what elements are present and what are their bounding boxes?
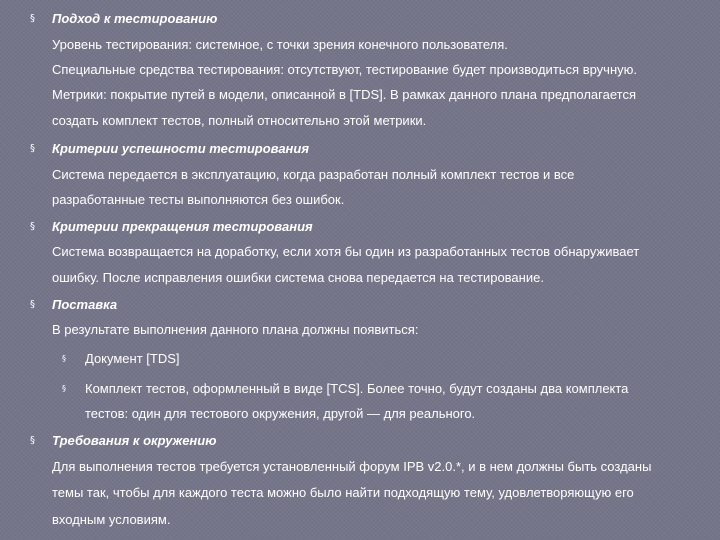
sub-item-continuation: тестов: один для тестового окружения, другой — для реального. [85, 406, 476, 421]
body-line: В результате выполнения данного плана должны появиться: [52, 322, 419, 337]
body-line: темы так, чтобы для каждого теста можно было найти подходящую тему, удовлетворяющую его [52, 485, 634, 500]
section-heading-success-criteria: Критерии успешности тестирования [52, 141, 309, 156]
bullet-icon: § [30, 435, 35, 446]
body-line: входным условиям. [52, 512, 171, 527]
bullet-icon: § [30, 221, 35, 232]
bullet-icon: § [30, 13, 35, 24]
body-line: Для выполнения тестов требуется установленный форум IPB v2.0.*, и в нем должны быть созданы [52, 459, 652, 474]
section-heading-testing-approach: Подход к тестированию [52, 11, 218, 26]
sub-bullet-icon: § [62, 384, 66, 393]
sub-item: Документ [TDS] [85, 351, 180, 366]
body-line: Система передается в эксплуатацию, когда разработан полный комплект тестов и все [52, 167, 575, 182]
body-line: Метрики: покрытие путей в модели, описанной в [TDS]. В рамках данного плана предполагается [52, 87, 636, 102]
sub-item: Комплект тестов, оформленный в виде [TCS]. Более точно, будут созданы два комплекта [85, 381, 629, 396]
body-line: создать комплект тестов, полный относительно этой метрики. [52, 113, 427, 128]
body-line: разработанные тесты выполняются без ошибок. [52, 192, 345, 207]
bullet-icon: § [30, 299, 35, 310]
sub-bullet-icon: § [62, 354, 66, 363]
body-line: Специальные средства тестирования: отсутствуют, тестирование будет производиться вручную. [52, 62, 637, 77]
bullet-icon: § [30, 143, 35, 154]
body-line: Система возвращается на доработку, если хотя бы один из разработанных тестов обнаруживает [52, 244, 640, 259]
body-line: ошибку. После исправления ошибки система снова передается на тестирование. [52, 270, 544, 285]
section-heading-delivery: Поставка [52, 297, 118, 312]
section-heading-environment: Требования к окружению [52, 433, 217, 448]
section-heading-stop-criteria: Критерии прекращения тестирования [52, 219, 313, 234]
body-line: Уровень тестирования: системное, с точки зрения конечного пользователя. [52, 37, 508, 52]
